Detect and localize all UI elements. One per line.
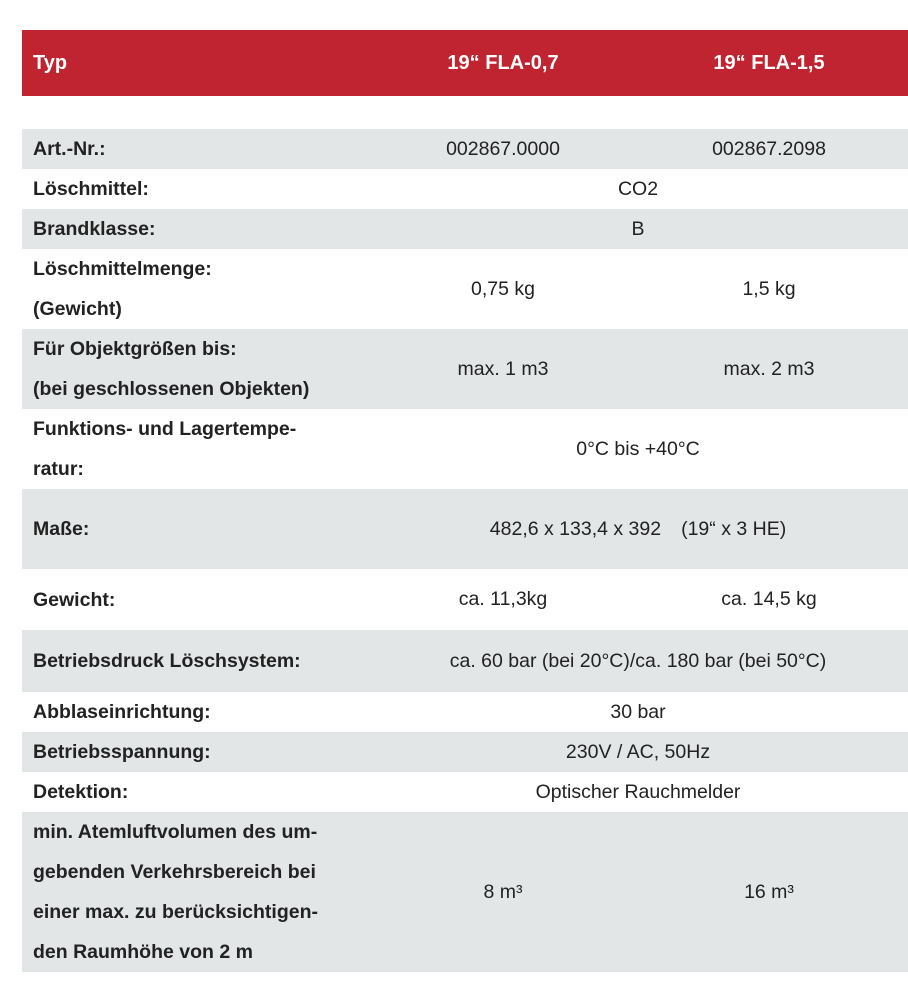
row-label: Art.-Nr.: xyxy=(33,138,106,160)
row-value-1: 002867.0000 xyxy=(446,137,560,160)
table-row xyxy=(22,630,908,692)
table-row xyxy=(22,732,908,772)
dimensions-note: (19“ x 3 HE) xyxy=(681,517,787,540)
row-label-line: (Gewicht) xyxy=(33,298,122,320)
row-value-span xyxy=(368,518,908,541)
header-model-2: 19“ FLA-1,5 xyxy=(713,51,825,74)
table-row xyxy=(22,692,908,732)
dimensions-value: 482,6 x 133,4 x 392 xyxy=(489,517,662,540)
row-label: Löschmittel: xyxy=(33,178,149,200)
table-row xyxy=(22,409,908,489)
header-type: Typ xyxy=(33,52,68,74)
row-label: Betriebsdruck Löschsystem: xyxy=(33,650,301,672)
row-value-span: Optischer Rauchmelder xyxy=(535,780,741,803)
table-row xyxy=(22,329,908,409)
spec-table xyxy=(22,30,908,972)
row-label xyxy=(22,329,368,409)
row-label-line: einer max. zu berücksichtigen- xyxy=(33,901,319,923)
row-label: Gewicht: xyxy=(33,588,116,611)
row-value-2: ca. 14,5 kg xyxy=(721,588,817,610)
row-label xyxy=(22,812,368,972)
row-value-2: max. 2 m3 xyxy=(723,357,815,380)
row-label-line: min. Atemluftvolumen des um- xyxy=(33,821,318,843)
header-spacer xyxy=(22,96,908,129)
table-row xyxy=(22,129,908,169)
row-label: Maße: xyxy=(33,518,90,540)
row-value-1: 8 m³ xyxy=(483,880,523,903)
table-row xyxy=(22,169,908,209)
table-row xyxy=(22,812,908,972)
row-value-span: 0°C bis +40°C xyxy=(576,437,700,460)
row-label xyxy=(22,249,368,329)
row-value-span: ca. 60 bar (bei 20°C)/ca. 180 bar (bei 50°C) xyxy=(449,649,827,672)
header-model-1: 19“ FLA-0,7 xyxy=(447,51,559,74)
row-label-line: Funktions- und Lagertempe- xyxy=(33,418,297,440)
table-row xyxy=(22,209,908,249)
row-label: Abblaseinrichtung: xyxy=(33,701,211,723)
table-row xyxy=(22,489,908,569)
row-label xyxy=(22,409,368,489)
row-label-line: Für Objektgrößen bis: xyxy=(33,338,237,360)
row-label-line: den Raumhöhe von 2 m xyxy=(33,941,253,963)
row-label: Brandklasse: xyxy=(33,218,156,240)
table-row xyxy=(22,569,908,630)
row-value-2: 16 m³ xyxy=(744,880,794,903)
table-row xyxy=(22,249,908,329)
row-label-line: gebenden Verkehrsbereich bei xyxy=(33,861,316,883)
row-value-2: 002867.2098 xyxy=(712,137,826,160)
row-value-1: max. 1 m3 xyxy=(457,357,549,380)
row-value-2: 1,5 kg xyxy=(742,277,796,300)
row-value-span: CO2 xyxy=(617,177,659,200)
row-label-line: (bei geschlossenen Objekten) xyxy=(33,378,310,400)
row-value-1: ca. 11,3kg xyxy=(458,588,548,610)
table-row xyxy=(22,772,908,812)
row-value-span: 230V / AC, 50Hz xyxy=(565,740,711,763)
row-value-span: 30 bar xyxy=(610,700,666,723)
row-value-1: 0,75 kg xyxy=(471,277,535,300)
row-label-line: ratur: xyxy=(33,458,84,480)
row-value-span: B xyxy=(631,217,645,240)
table-header xyxy=(22,30,908,96)
row-label-line: Löschmittelmenge: xyxy=(33,258,212,280)
row-label: Betriebsspannung: xyxy=(33,741,211,763)
row-label: Detektion: xyxy=(33,781,129,803)
